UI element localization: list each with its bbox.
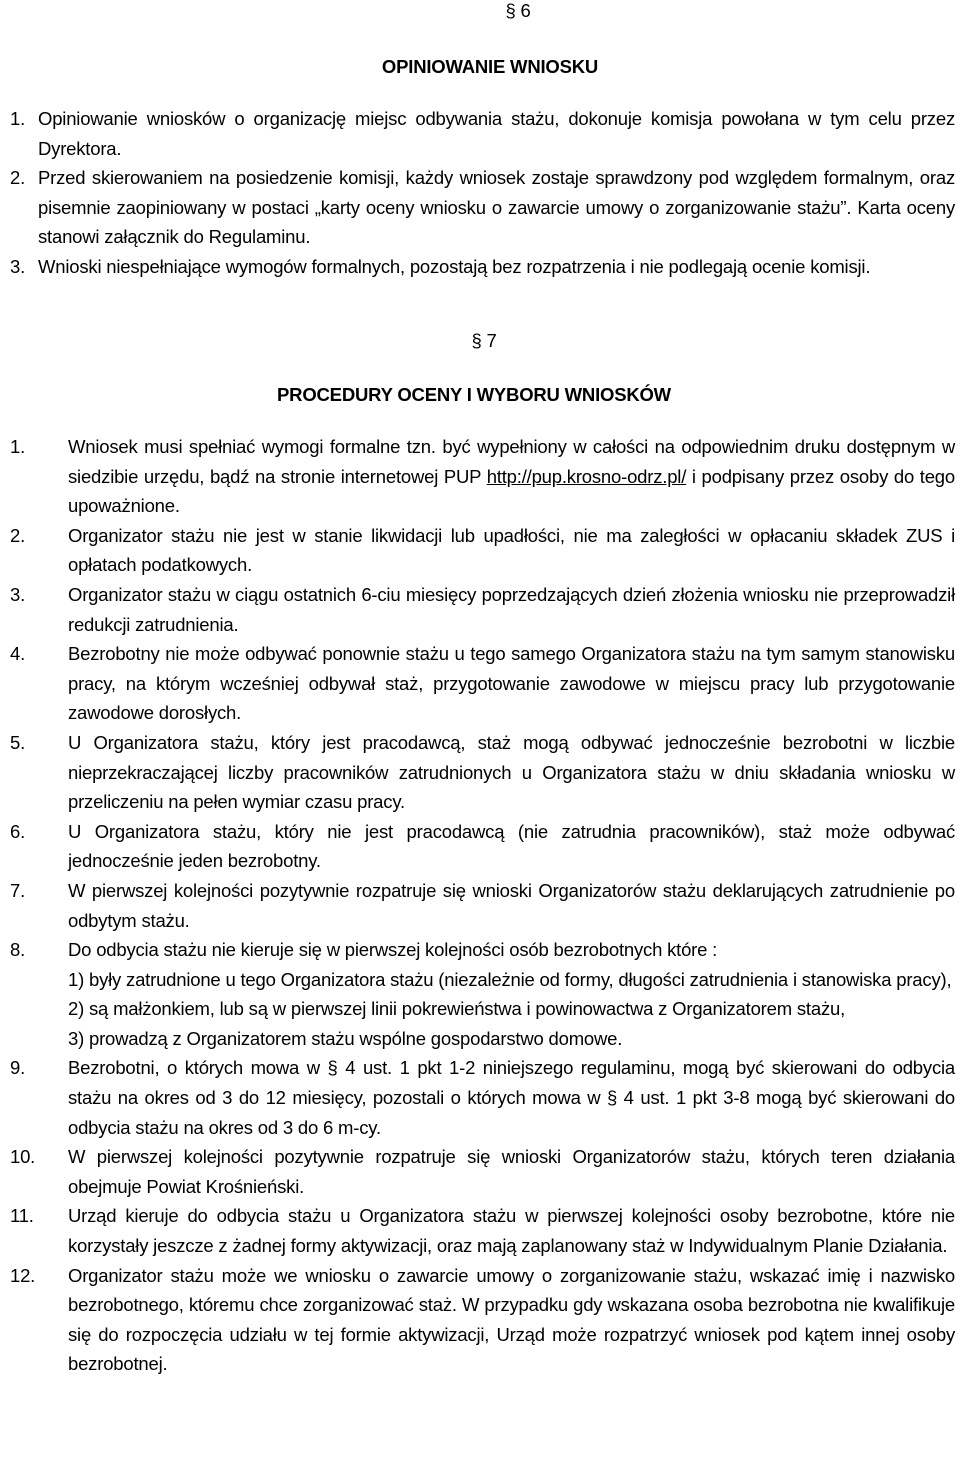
list-item: [10, 1053, 955, 1142]
item-number: 4.: [10, 643, 26, 665]
item-text: i podpisany przez osoby do tego upoważnione.: [68, 465, 955, 517]
item-text: Organizator stażu może we wniosku o zawarcie umowy o zorganizowanie stażu, wskazać imię i nazwisko bezrobotnego, któremu chce zorganizować staż. W przypadku gdy wskazana osoba bezrobotna nie kwalifikuje się do rozpoczęcia udziału w tej formie aktywizacji, Urząd może rozpatrzyć wniosek pod kątem innej osoby bezrobotnej.: [68, 1264, 955, 1375]
list-item: [10, 163, 955, 252]
item-text: U Organizatora stażu, który nie jest pracodawcą (nie zatrudnia pracowników), staż może odbywać jednocześnie jeden bezrobotny.: [68, 820, 955, 872]
item-number: 1.: [10, 436, 26, 457]
item-text: Organizator stażu w ciągu ostatnich 6-ciu miesięcy poprzedzających dzień złożenia wniosku nie przeprowadził redukcji zatrudnienia.: [68, 583, 955, 635]
item-text: Organizator stażu nie jest w stanie likwidacji lub upadłości, nie ma zaległości w opłacaniu składek ZUS i opłatach podatkowych.: [68, 524, 955, 576]
section-7-list: [10, 432, 955, 1379]
section-6-title: OPINIOWANIE WNIOSKU: [381, 56, 599, 77]
section-7-label: § 7: [471, 330, 497, 351]
item-number: 3.: [10, 583, 26, 605]
section-6-label: § 6: [505, 0, 531, 21]
list-item: [10, 876, 955, 935]
list-item: [10, 432, 955, 521]
sub-item: 3) prowadzą z Organizatorem stażu wspólne gospodarstwo domowe.: [68, 1027, 623, 1049]
item-text: Urząd kieruje do odbycia stażu u Organizatora stażu w pierwszej kolejności osoby bezrobotne, które nie korzystały jeszcze z żadnej formy aktywizacji, oraz mają zaplanowany staż w Indywidualnym Planie Działania.: [68, 1205, 955, 1257]
item-number: 5.: [10, 731, 26, 753]
item-text: U Organizatora stażu, który jest pracodawcą, staż mogą odbywać jednocześnie bezrobotni w liczbie nieprzekraczającej liczby pracowników zatrudnionych u Organizatora stażu w dniu składania wniosku w przeliczeniu na pełen wymiar czasu pracy.: [68, 731, 955, 813]
item-text: Bezrobotny nie może odbywać ponownie stażu u tego samego Organizatora stażu na tym samym stanowisku pracy, na którym wcześniej odbywał staż, przygotowanie zawodowe w miejscu pracy lub przygotowanie zawodowe dorosłych.: [68, 643, 955, 724]
item-text: Wnioski niespełniające wymogów formalnych, pozostają bez rozpatrzenia i nie podlegają ocenie komisji.: [38, 255, 871, 277]
item-text: Przed skierowaniem na posiedzenie komisji, każdy wniosek zostaje sprawdzony pod względem formalnym, oraz pisemnie zaopiniowany w postaci „karty oceny wniosku o zawarcie umowy o zorganizowanie stażu”. Karta oceny stanowi załącznik do Regulaminu.: [38, 167, 955, 248]
item-number: 9.: [10, 1057, 26, 1079]
sub-item: 1) były zatrudnione u tego Organizatora stażu (niezależnie od formy, długości zatrudnienia i stanowiska pracy),: [68, 968, 952, 990]
item-text: Do odbycia stażu nie kieruje się w pierwszej kolejności osób bezrobotnych które :: [68, 939, 718, 961]
item-text: W pierwszej kolejności pozytywnie rozpatruje się wnioski Organizatorów stażu deklarujących zatrudnienie po odbytym stażu.: [68, 879, 955, 931]
item-number: 12.: [10, 1264, 36, 1286]
item-number: 10.: [10, 1146, 36, 1168]
section-6-list: [10, 104, 955, 282]
item-text: Opiniowanie wniosków o organizację miejsc odbywania stażu, dokonuje komisja powołana w tym celu przez Dyrektora.: [38, 108, 955, 159]
list-item: [10, 1142, 955, 1201]
pup-website-link[interactable]: http://pup.krosno-odrz.pl/: [486, 465, 687, 487]
list-item: [10, 1261, 955, 1379]
sub-item: 2) są małżonkiem, lub są w pierwszej linii pokrewieństwa i powinowactwa z Organizatorem stażu,: [68, 998, 846, 1020]
list-item: [10, 935, 955, 1053]
item-number: 2.: [10, 524, 26, 546]
item-text: W pierwszej kolejności pozytywnie rozpatruje się wnioski Organizatorów stażu, których teren działania obejmuje Powiat Krośnieński.: [68, 1146, 955, 1197]
list-item: [10, 104, 955, 163]
list-item: [10, 521, 955, 580]
item-number: 3.: [10, 255, 26, 277]
list-item: [10, 728, 955, 817]
list-item: [10, 817, 955, 876]
section-7-title: PROCEDURY OCENY I WYBORU WNIOSKÓW: [277, 384, 671, 405]
item-text: Wniosek musi spełniać wymogi formalne tzn. być wypełniony w całości na odpowiednim druku dostępnym w siedzibie urzędu, bądź na stronie internetowej PUP: [68, 436, 955, 487]
item-number: 6.: [10, 820, 26, 842]
list-item: [10, 639, 955, 728]
item-number: 7.: [10, 879, 26, 901]
list-item: [10, 1201, 955, 1260]
item-number: 11.: [10, 1205, 34, 1227]
item-text: Bezrobotni, o których mowa w § 4 ust. 1 pkt 1-2 niniejszego regulaminu, mogą być skierowani do odbycia stażu na okres od 3 do 12 miesięcy, pozostali o których mowa w § 4 ust. 1 pkt 3-8 mogą być skierowani do odbycia stażu na okres od 3 do 6 m-cy.: [68, 1057, 955, 1138]
list-item: [10, 580, 955, 639]
list-item: [10, 252, 955, 282]
item-number: 8.: [10, 939, 26, 961]
item-number: 2.: [10, 167, 26, 189]
item-number: 1.: [10, 108, 26, 129]
